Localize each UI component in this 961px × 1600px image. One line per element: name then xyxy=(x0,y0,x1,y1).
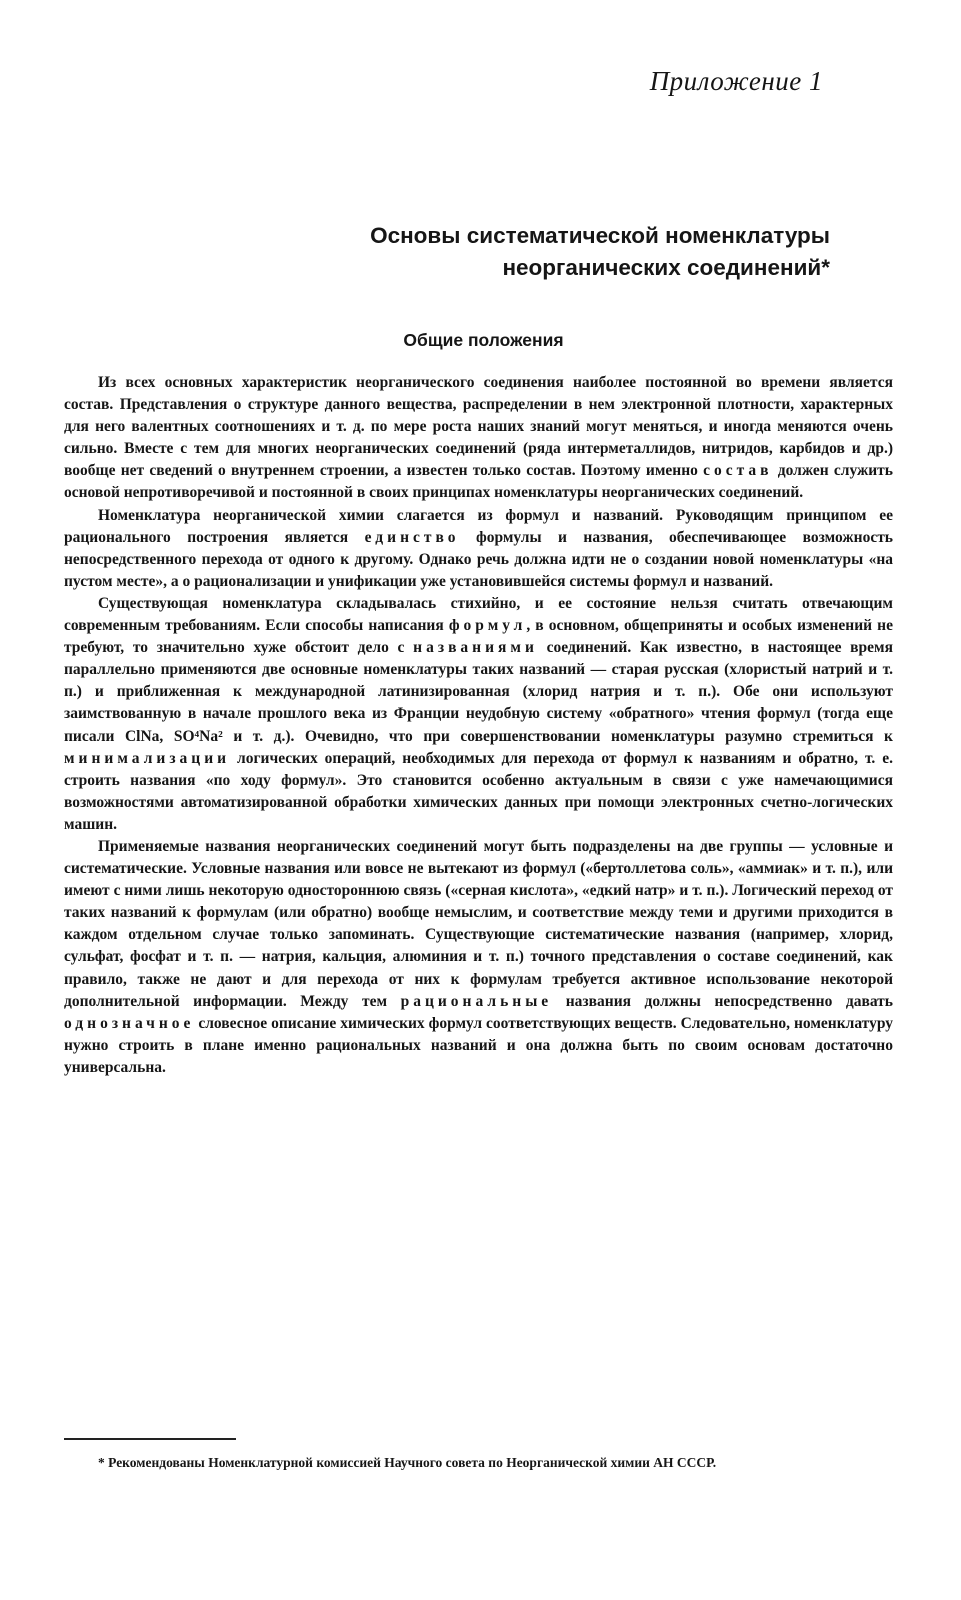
text-run: должен служить основой непротиворечивой и постоянной в своих принципах номенклатуры неорганических соединений. xyxy=(64,462,893,502)
footnote-text: * Рекомендованы Номенклатурной комиссией Научного совета по Неорганической химии АН СССР. xyxy=(98,1455,717,1470)
title-line-2: неорганических соединений* xyxy=(502,255,830,280)
text-run: Существующая номенклатура складывалась стихийно, и ее состояние нельзя считать отвечающим современным требованиям. Если способы написания xyxy=(64,594,893,635)
text-run: Из всех основных характеристик неорганического соединения наиболее постоянной во времени является состав. Представления о структуре данного вещества, распределении в нем электронной плотности, характерных для него валентных соотношениях и т. д. по мере роста наших знаний могут меняться, и иногда меняются очень сильно. Вместе с тем для многих неорганических соединений (ряда интерметаллидов, нитридов, карбидов и др.) вообще нет сведений о внутреннем строении, а известен только состав. Поэтому именно xyxy=(64,374,893,480)
section-heading xyxy=(0,330,961,351)
paragraph-1 xyxy=(64,372,893,505)
appendix-heading: Приложение 1 xyxy=(649,66,823,96)
emphasis-spaced: рациональные xyxy=(400,992,553,1010)
text-run: словесное описание химических формул соответствующих веществ. Следовательно, номенклатуру нужно строить в плане именно рациональных названий и она должна быть по своим основам достаточно универсальна. xyxy=(64,1014,893,1076)
paragraph-3 xyxy=(64,593,893,836)
emphasis-spaced: формул xyxy=(448,617,527,635)
emphasis-spaced: единство xyxy=(364,528,460,546)
section-heading-text: Общие положения xyxy=(403,330,564,350)
emphasis-spaced: однозначное xyxy=(64,1014,195,1032)
text-run: соединений. Как известно, в настоящее время параллельно применяются две основные номенклатуры таких названий — старая русская (хлористый натрий и т. п.) и приближенная к международной латинизированная (хлорид натрия и т. п.). Обе они используют заимствованную в начале прошлого века из Франции неудобную систему «обратного» чтения формул (тогда еще писали ClNa, SO⁴Na² и т. д.). Очевидно, что при совершенствовании номенклатуры разумно стремиться к xyxy=(64,639,893,745)
body-text xyxy=(64,372,893,1079)
footnote xyxy=(64,1452,893,1474)
emphasis-spaced: состав xyxy=(703,462,773,480)
document-title xyxy=(240,220,830,284)
title-line-1: Основы систематической номенклатуры xyxy=(370,223,830,248)
emphasis-spaced: минимализации xyxy=(64,749,231,767)
paragraph-4 xyxy=(64,836,893,1079)
emphasis-spaced: названиями xyxy=(413,639,538,657)
text-run: , в основном, общеприняты и особых изменений не требуют, то значительно хуже обстоит дело с xyxy=(64,617,893,657)
footnote-divider xyxy=(64,1438,236,1440)
text-run: названия должны непосредственно давать xyxy=(552,992,893,1010)
text-run: логических операций, необходимых для перехода от формул к названиям и обратно, т. е. строить названия «по ходу формул». Это становится особенно актуальным в связи с уже намечающимися возможностями автоматизированной обработки химических данных при помощи электронных счетно-логических машин. xyxy=(64,749,893,833)
text-run: формулы и названия, обеспечивающее возможность непосредственного перехода от одного к другому. Однако речь должна идти не о создании новой номенклатуры «на пустом месте», а о рационализации и унификации уже установившейся системы формул и названий. xyxy=(64,528,894,590)
paragraph-2 xyxy=(64,505,893,593)
text-run: Применяемые названия неорганических соединений могут быть подразделены на две группы — условные и систематические. Условные названия или вовсе не вытекают из формул («бертоллетова соль», «аммиак» и т. п.), или имеют с ними лишь некоторую одностороннюю связь («серная кислота», «едкий натр» и т. п.). Логический переход от таких названий к формулам (или обратно) вообще немыслим, и соответствие между теми и другими приходится в каждом отдельном случае только запоминать. Существующие систематические названия (например, хлорид, сульфат, фосфат и т. п. — натрия, кальция, алюминия и т. п.) точного представления о составе соединений, как правило, также не дают и для перехода от них к формулам требуется активное использование некоторой дополнительной информации. Между тем xyxy=(64,837,893,1010)
text-run: Номенклатура неорганической химии слагается из формул и названий. Руководящим принципом ее рационального построения является xyxy=(64,506,893,546)
